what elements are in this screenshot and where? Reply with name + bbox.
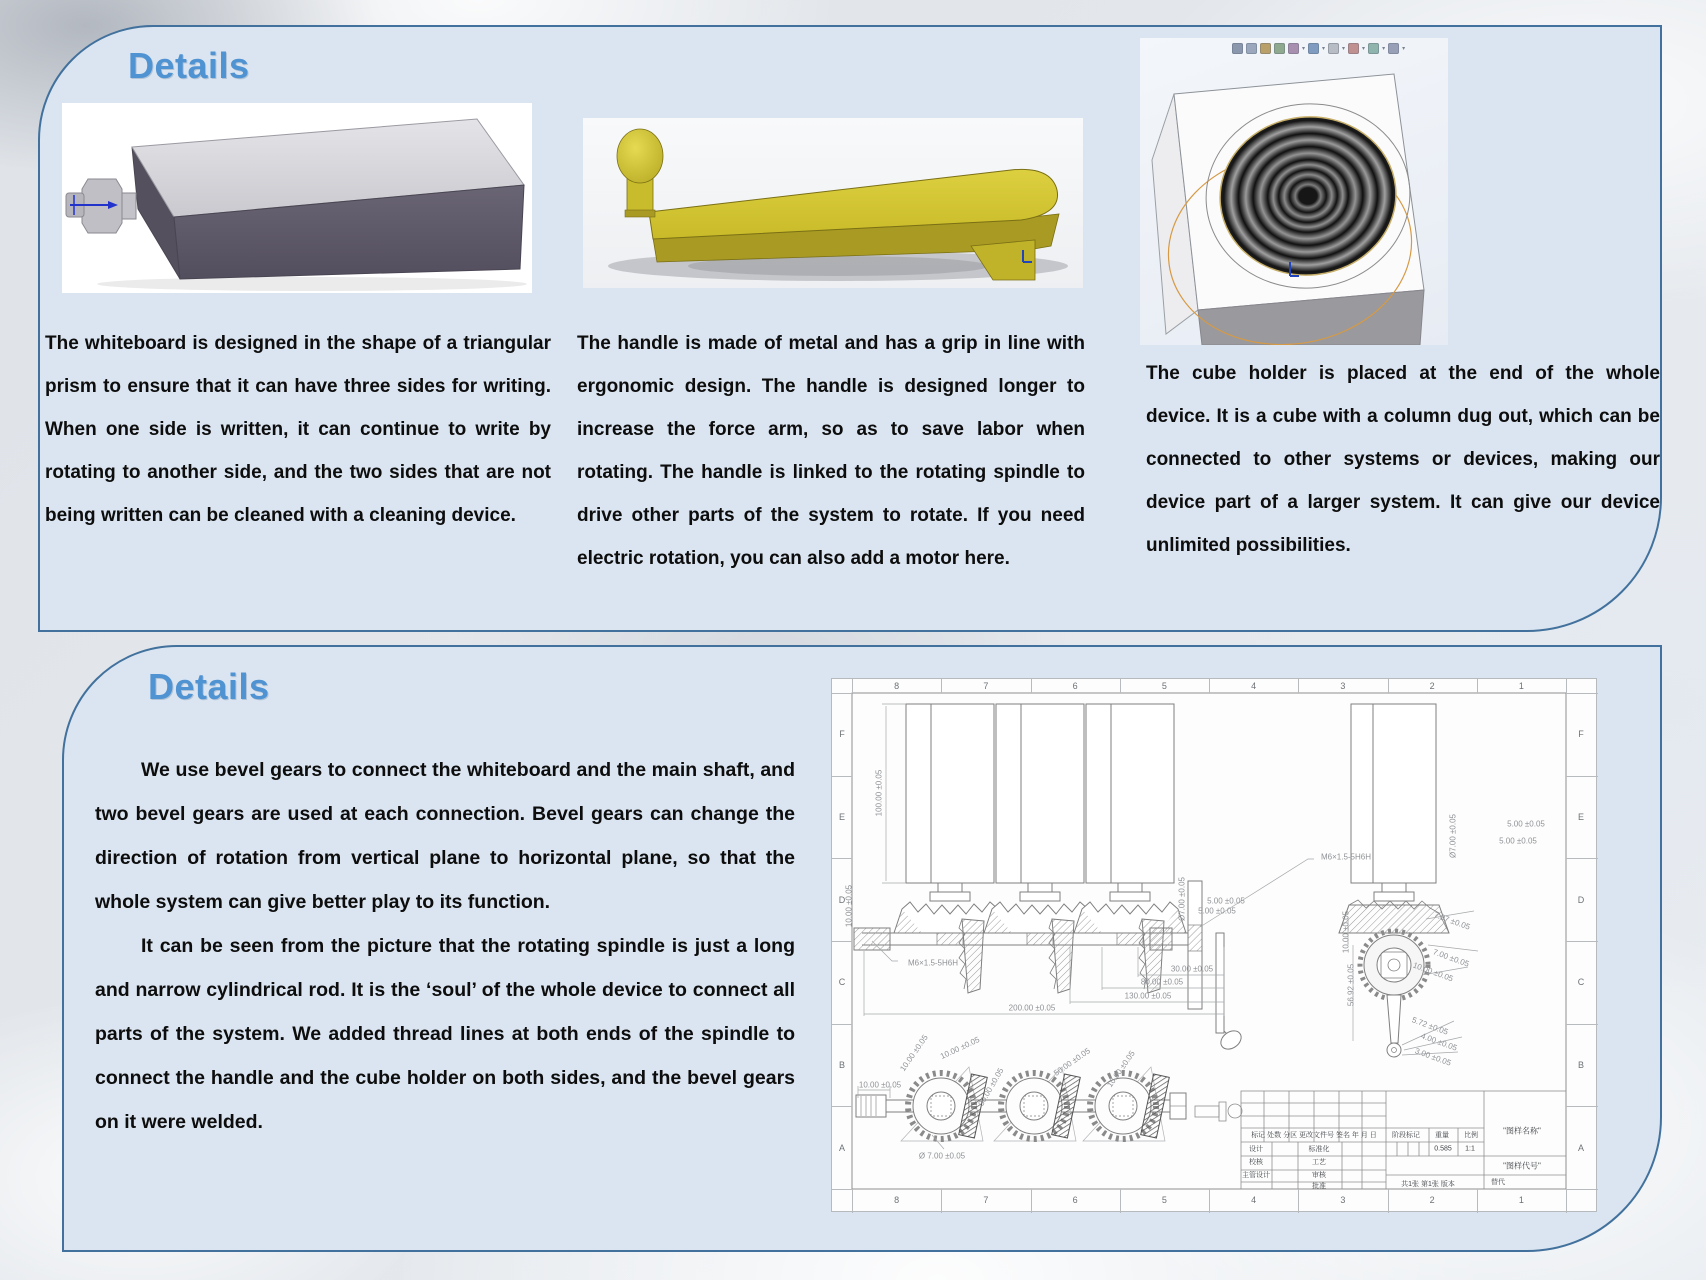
zone-divider: [1566, 1106, 1598, 1107]
dimension-label: 10.00 ±0.05: [1411, 960, 1455, 984]
drawing-annotations: [832, 679, 1598, 1213]
zone-letter: D: [1577, 894, 1585, 905]
zone-divider: [1566, 941, 1598, 942]
page-title-bottom: Details: [148, 666, 270, 707]
dropdown-chevron-icon: ▾: [1302, 45, 1306, 52]
zone-number: 3: [1340, 681, 1346, 691]
zone-divider: [941, 1189, 942, 1213]
zone-number: 8: [894, 1195, 900, 1205]
title-block-label: 校核: [1249, 1159, 1263, 1166]
dimension-label: 7.07 ±0.05: [1432, 910, 1472, 932]
zone-number: 6: [1072, 1195, 1078, 1205]
zone-number: 5: [1161, 681, 1167, 691]
zone-letter: B: [838, 1060, 846, 1070]
zone-number: 2: [1429, 1195, 1435, 1205]
title-block-label: 重量: [1435, 1132, 1449, 1139]
zone-letter: F: [839, 729, 845, 740]
dimension-label: 5.00 ±0.05: [1499, 836, 1537, 846]
dropdown-chevron-icon: ▾: [1342, 45, 1346, 52]
title-block-label: 比例: [1464, 1132, 1478, 1139]
title-block-label: 共1张 第1张 版本: [1401, 1181, 1455, 1188]
dimension-label: Ø7.00 ±0.05: [1448, 814, 1458, 858]
view-settings-icon: [1388, 43, 1399, 54]
dimension-label: 5.72 ±0.05: [1410, 1015, 1450, 1037]
zone-letter: C: [838, 977, 846, 988]
zone-divider: [832, 941, 852, 942]
zone-letter: E: [838, 812, 846, 822]
dropdown-chevron-icon: ▾: [1402, 45, 1406, 52]
dimension-label: M6×1.5-5H6H: [1320, 852, 1372, 862]
dimension-label: 10.00 ±0.05: [1105, 1049, 1137, 1089]
zone-number: 4: [1251, 681, 1257, 691]
handle-description: The handle is made of metal and has a grip in line with ergonomic design. The handle is designed longer to increase the force arm, so as to save labor when rotating. The handle is linked to the rotating spindle to drive other parts of the system to rotate. If you need electric rotation, you can also add a motor here.: [577, 333, 1085, 569]
title-block-label: 审核: [1312, 1172, 1326, 1179]
zone-divider: [832, 858, 852, 859]
zone-divider: [1566, 693, 1598, 694]
zone-divider: [1031, 1189, 1032, 1213]
page-title: Details: [128, 45, 250, 86]
dimension-label: 7.00 ±0.05: [1431, 947, 1471, 969]
edit-appearance-icon: [1368, 43, 1379, 54]
zone-number: 4: [1251, 1195, 1257, 1205]
zone-number: 2: [1429, 681, 1435, 691]
zone-divider: [832, 776, 852, 777]
prism-graphic: [62, 103, 532, 293]
whiteboard-description: The whiteboard is designed in the shape of a triangular prism to ensure that it can have three sides for writing. When one side is written, it can continue to write by rotating to another side, and the two sides that are not being written can be cleaned with a cleaning device.: [45, 333, 551, 526]
zone-divider: [1477, 1189, 1478, 1213]
whiteboard-render-image: [62, 103, 532, 293]
hide-show-items-icon: [1348, 43, 1359, 54]
cube-graphic: [1140, 38, 1448, 345]
previous-view-icon: [1260, 43, 1271, 54]
zone-number: 5: [1161, 1195, 1167, 1205]
zone-divider: [832, 693, 852, 694]
zone-divider: [1209, 1189, 1210, 1213]
title-block-label: "图样代号": [1503, 1161, 1541, 1171]
dimension-label: M6×1.5-5H6H: [907, 958, 959, 968]
dropdown-chevron-icon: ▾: [1382, 45, 1386, 52]
dimension-label: 5.00 ±0.05: [1507, 819, 1545, 829]
cube-holder-render-image: [1140, 38, 1448, 345]
zone-divider: [1566, 1189, 1598, 1190]
view-orientation-icon: [1308, 43, 1319, 54]
zone-divider: [1566, 1189, 1567, 1213]
zone-divider: [852, 679, 853, 693]
zone-divider: [1566, 858, 1598, 859]
zone-number: 1: [1518, 1195, 1524, 1205]
zone-divider: [852, 1189, 853, 1213]
dimension-label: 4.00 ±0.05: [1419, 1031, 1459, 1053]
annotations-icon: [1288, 43, 1299, 54]
zone-divider: [832, 1024, 852, 1025]
zone-number: 7: [983, 681, 989, 691]
title-block-label: 0.585: [1434, 1145, 1452, 1153]
zone-divider: [1298, 1189, 1299, 1213]
dimension-label: 10.00 ±0.05: [844, 884, 854, 928]
title-block-label: 替代: [1491, 1179, 1505, 1186]
dimension-label: 50.00 ±0.05: [1052, 1046, 1092, 1078]
zone-divider: [1388, 679, 1389, 693]
zone-divider: [1477, 679, 1478, 693]
dimension-label: 10.00 ±0.05: [898, 1033, 930, 1073]
dimension-label: Ø7.00 ±0.05: [1177, 877, 1187, 921]
dimension-label: 80.00 ±0.05: [1140, 977, 1184, 987]
dimension-label: 30.00 ±0.05: [976, 1066, 1006, 1108]
title-block-label: 工艺: [1312, 1159, 1326, 1166]
dimension-label: 10.00 ±0.05: [858, 1080, 902, 1090]
title-block-label: 批准: [1312, 1183, 1326, 1190]
zoom-area-icon: [1246, 43, 1257, 54]
zone-divider: [1298, 679, 1299, 693]
display-style-icon: [1328, 43, 1339, 54]
zone-number: 6: [1072, 681, 1078, 691]
zone-letter: D: [838, 894, 846, 905]
zone-letter: A: [838, 1142, 846, 1153]
dropdown-chevron-icon: ▾: [1322, 45, 1326, 52]
title-block-label: 设计: [1249, 1146, 1263, 1153]
cad-view-toolbar: [1232, 43, 1405, 54]
engineering-drawing: [831, 678, 1597, 1212]
dimension-label: 5.00 ±0.05: [1198, 906, 1236, 916]
zone-number: 7: [983, 1195, 989, 1205]
dimension-label: 100.00 ±0.05: [874, 769, 884, 817]
zone-divider: [1566, 679, 1567, 693]
title-block-label: "图样名称": [1503, 1126, 1541, 1136]
zone-letter: A: [1577, 1142, 1585, 1153]
zone-number: 3: [1340, 1195, 1346, 1205]
zone-letter: C: [1577, 977, 1585, 988]
zone-divider: [1209, 679, 1210, 693]
zone-divider: [1120, 1189, 1121, 1213]
title-block-label: 标准化: [1308, 1146, 1330, 1153]
bevel-gear-paragraph: We use bevel gears to connect the whiteboard and the main shaft, and two bevel gears are used at each connection. Bevel gears can change the direction of rotation from vertical plane to horizontal plane, so that the whole system can give better play to its function.: [95, 759, 795, 913]
dimension-label: 3.00 ±0.05: [1413, 1046, 1453, 1068]
zone-number: 8: [894, 681, 900, 691]
dimension-label: 10.00 ±0.05: [938, 1035, 982, 1061]
title-block-label: 标记 处数 分区 更改文件号 签名 年 月 日: [1251, 1132, 1377, 1139]
cube-holder-description: The cube holder is placed at the end of the whole device. It is a cube with a column dug out, which can be connected to other systems or devices, making our device part of a larger system. It can give our device unlimited possibilities.: [1146, 363, 1660, 556]
dimension-label: 30.00 ±0.05: [1170, 964, 1214, 974]
zone-letter: F: [1578, 729, 1584, 740]
zone-letter: B: [1577, 1060, 1585, 1070]
zoom-to-fit-icon: [1232, 43, 1243, 54]
zone-divider: [1566, 1024, 1598, 1025]
zone-divider: [941, 679, 942, 693]
zone-divider: [1120, 679, 1121, 693]
dropdown-chevron-icon: ▾: [1362, 45, 1366, 52]
zone-divider: [1566, 776, 1598, 777]
zone-divider: [1031, 679, 1032, 693]
handle-render-image: [583, 118, 1083, 288]
title-block-label: 阶段标记: [1392, 1132, 1420, 1139]
zone-number: 1: [1518, 681, 1524, 691]
section-view-icon: [1274, 43, 1285, 54]
title-block-label: 主管设计: [1242, 1172, 1270, 1179]
dimension-label: Ø 7.00 ±0.05: [918, 1151, 966, 1161]
dimension-label: 130.00 ±0.05: [1124, 991, 1172, 1001]
dimension-label: 200.00 ±0.05: [1008, 1003, 1056, 1013]
dimension-label: 5.00 ±0.05: [1207, 896, 1245, 906]
title-block-label: 1:1: [1465, 1145, 1475, 1153]
mechanism-description: [95, 748, 795, 1144]
zone-divider: [832, 1189, 852, 1190]
zone-letter: E: [1577, 812, 1585, 822]
dimension-label: 56.92 ±0.05: [1346, 963, 1356, 1007]
handle-graphic: [583, 118, 1083, 288]
zone-divider: [1388, 1189, 1389, 1213]
spindle-paragraph: It can be seen from the picture that the rotating spindle is just a long and narrow cylindrical rod. It is the ‘soul’ of the whole device to connect all parts of the system. We added thread lines at both ends of the spindle to connect the handle and the cube holder on both sides, and the bevel gears on it were welded.: [95, 935, 795, 1133]
zone-divider: [832, 1106, 852, 1107]
dimension-label: 10.00 ±0.05: [1341, 910, 1351, 954]
